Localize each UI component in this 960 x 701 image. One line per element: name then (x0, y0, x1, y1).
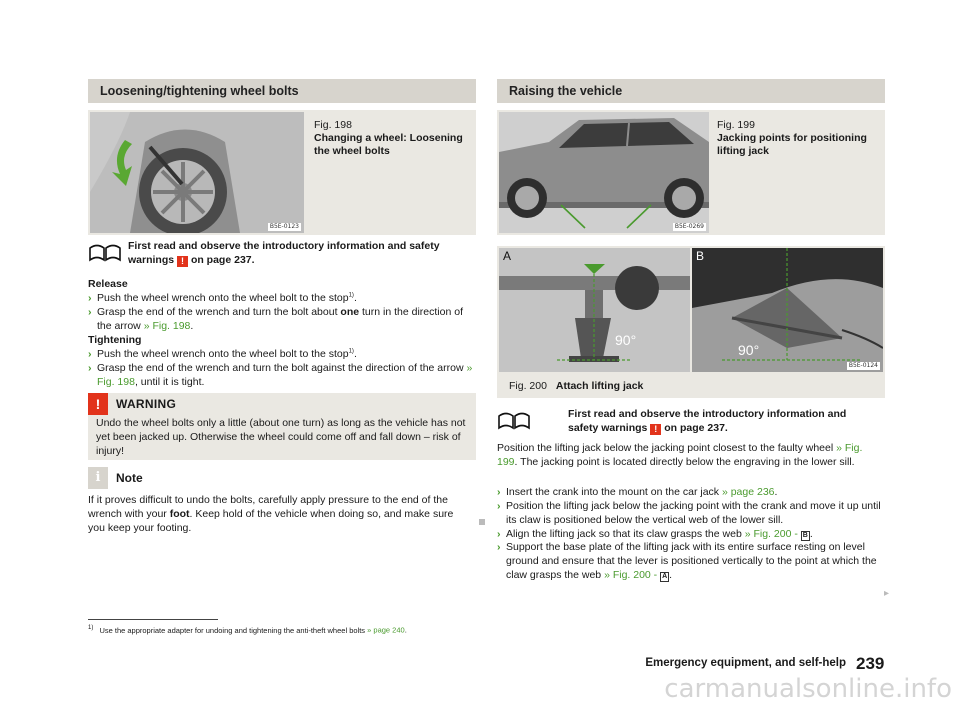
figure-link[interactable]: » Fig. 200 - (744, 527, 798, 540)
figure-link[interactable]: » Fig. 200 - (604, 569, 658, 582)
step-text: Support the base plate of the lifting jack with its entire surface resting on level ground and ensure that the lever is positioned vertically to the point at which the claw grasps the web (506, 541, 877, 582)
chevron-right-icon: › (497, 541, 501, 554)
tightening-section (88, 334, 476, 389)
chevron-right-icon: › (497, 499, 501, 512)
tightening-step-2 (88, 362, 476, 390)
key-b-badge: B (802, 531, 808, 539)
figure-caption-text: Attach lifting jack (555, 380, 644, 392)
figure-caption (717, 119, 877, 158)
section-title: Loosening/tightening wheel bolts (100, 84, 299, 98)
intro-text: . The jacking point is located directly below the engraving in the lower sill. (514, 455, 855, 468)
raising-intro (497, 442, 882, 470)
chevron-right-icon: › (497, 486, 501, 498)
figure-link[interactable]: » Fig. 198 (143, 319, 191, 332)
footnote-mark: 1) (348, 348, 354, 355)
footnote-end: . (404, 625, 407, 635)
step-text: Push the wheel wrench onto the wheel bolt to the stop (97, 347, 349, 360)
figure-label: Fig. 198 (314, 119, 352, 131)
step-end: . (774, 486, 778, 498)
jack-panel-a-image (499, 248, 690, 372)
chevron-right-icon: › (88, 361, 92, 374)
note-text: If it proves difficult to undo the bolts, carefully apply pressure to the end of the wrench with your (88, 494, 448, 520)
figure-link[interactable]: » Fig. 199 (497, 442, 863, 468)
footnote-text: Use the appropriate adapter for undoing and tightening the anti-theft wheel bolts (99, 625, 366, 635)
continue-arrow-icon: ▸ (884, 588, 890, 599)
footnote-mark: 1) (348, 292, 354, 299)
step-end: . (190, 319, 194, 332)
note-header (88, 467, 476, 489)
book-reading-icon (88, 242, 122, 262)
step-text: Push the wheel wrench onto the wheel bolt to the stop (97, 291, 349, 304)
warning-body: Undo the wheel bolts only a little (about one turn) as long as the vehicle has not yet been jacked up. Otherwise the wheel could come off and fall down – risk of injury! (96, 417, 466, 457)
step-end: . (809, 527, 813, 540)
page-link[interactable]: » page 240 (367, 625, 405, 635)
figure-caption-text: Changing a wheel: Loosening the wheel bolts (314, 132, 463, 158)
note-body (88, 494, 468, 536)
footer-chapter-title: Emergency equipment, and self-help (645, 657, 846, 669)
section-header-wheel-bolts (88, 79, 476, 103)
chevron-right-icon: › (88, 347, 92, 360)
figure-caption (314, 119, 464, 158)
read-first-page-ref: on page 237. (664, 421, 728, 434)
step-text: Grasp the end of the wrench and turn the bolt about (97, 305, 338, 318)
step-text: Insert the crank into the mount on the car jack (506, 486, 720, 498)
panel-a-label: A (503, 249, 512, 263)
warning-mark-icon: ! (177, 256, 188, 267)
figure-caption (509, 380, 869, 393)
key-a-badge: A (662, 573, 668, 581)
step-text: turn in the direction of the arrow (97, 305, 463, 332)
intro-text: Position the lifting jack below the jacking point closest to the faulty wheel (497, 442, 834, 454)
figure-caption-text: Jacking points for positioning lifting jack (717, 132, 867, 158)
step-end: . (353, 291, 357, 304)
book-reading-icon (497, 410, 531, 430)
image-code: B5E-0123 (269, 223, 299, 231)
image-code: B5E-0269 (674, 223, 704, 231)
page-link[interactable]: » page 236 (721, 486, 775, 498)
note-emphasis: foot (169, 507, 190, 520)
tightening-title: Tightening (88, 334, 142, 346)
warning-icon: ! (88, 393, 108, 415)
warning-title: WARNING (116, 397, 177, 411)
read-first-notice (497, 408, 885, 438)
raising-step-4 (497, 541, 882, 583)
raising-step-1 (497, 486, 882, 500)
panel-b-label: B (696, 249, 705, 263)
watermark: carmanualsonline.info (664, 674, 952, 701)
read-first-text: First read and observe the introductory information and safety warnings (568, 408, 847, 434)
step-end: . (669, 569, 673, 582)
step-text: Grasp the end of the wrench and turn the bolt against the direction of the arrow (97, 361, 464, 374)
footnote-rule (88, 619, 218, 620)
section-title: Raising the vehicle (509, 84, 623, 98)
footnote-mark: 1) (88, 625, 94, 631)
image-code: B5E-0124 (848, 362, 878, 370)
page-number: 239 (856, 654, 885, 673)
angle-label-b: 90° (738, 342, 760, 358)
figure-label: Fig. 200 (509, 380, 547, 392)
tightening-step-1 (88, 348, 476, 362)
wheel-wrench-image (90, 112, 304, 233)
footnote (88, 625, 407, 635)
read-first-notice (88, 240, 476, 270)
warning-box (88, 393, 476, 460)
chevron-right-icon: › (497, 527, 501, 540)
info-icon: i (88, 467, 108, 489)
read-first-page-ref: on page 237. (190, 253, 255, 266)
release-title: Release (88, 278, 128, 290)
warning-mark-icon: ! (650, 424, 661, 435)
figure-link[interactable]: » Fig. 198 (97, 361, 473, 388)
step-end: , until it is tight. (134, 375, 205, 388)
step-emphasis: one (340, 305, 360, 318)
section-end-mark (479, 519, 485, 525)
section-header-raising-vehicle (497, 79, 885, 103)
release-step-2 (88, 306, 476, 334)
figure-label: Fig. 199 (717, 119, 755, 131)
figure-199 (497, 110, 885, 235)
release-section (88, 278, 476, 333)
chevron-right-icon: › (88, 291, 92, 304)
raising-steps (497, 486, 882, 583)
raising-step-2 (497, 500, 882, 528)
jack-panel-b-image (692, 248, 883, 372)
angle-label-a: 90° (615, 332, 637, 348)
raising-step-3 (497, 528, 882, 542)
note-title: Note (116, 471, 143, 485)
chevron-right-icon: › (88, 305, 92, 318)
step-end: . (353, 347, 357, 360)
step-text: Position the lifting jack below the jacking point with the crank and move it up until its claw is positioned below the vertical web of the lower sill. (506, 499, 881, 526)
figure-200 (497, 246, 885, 398)
step-text: Align the lifting jack so that its claw grasps the web (506, 527, 742, 540)
figure-198 (88, 110, 476, 235)
read-first-text: First read and observe the introductory information and safety warnings (128, 240, 440, 266)
note-text: . Keep hold of the vehicle when doing so, and make sure you keep your footing. (88, 507, 454, 534)
release-step-1 (88, 292, 476, 306)
jacking-points-image (499, 112, 709, 233)
